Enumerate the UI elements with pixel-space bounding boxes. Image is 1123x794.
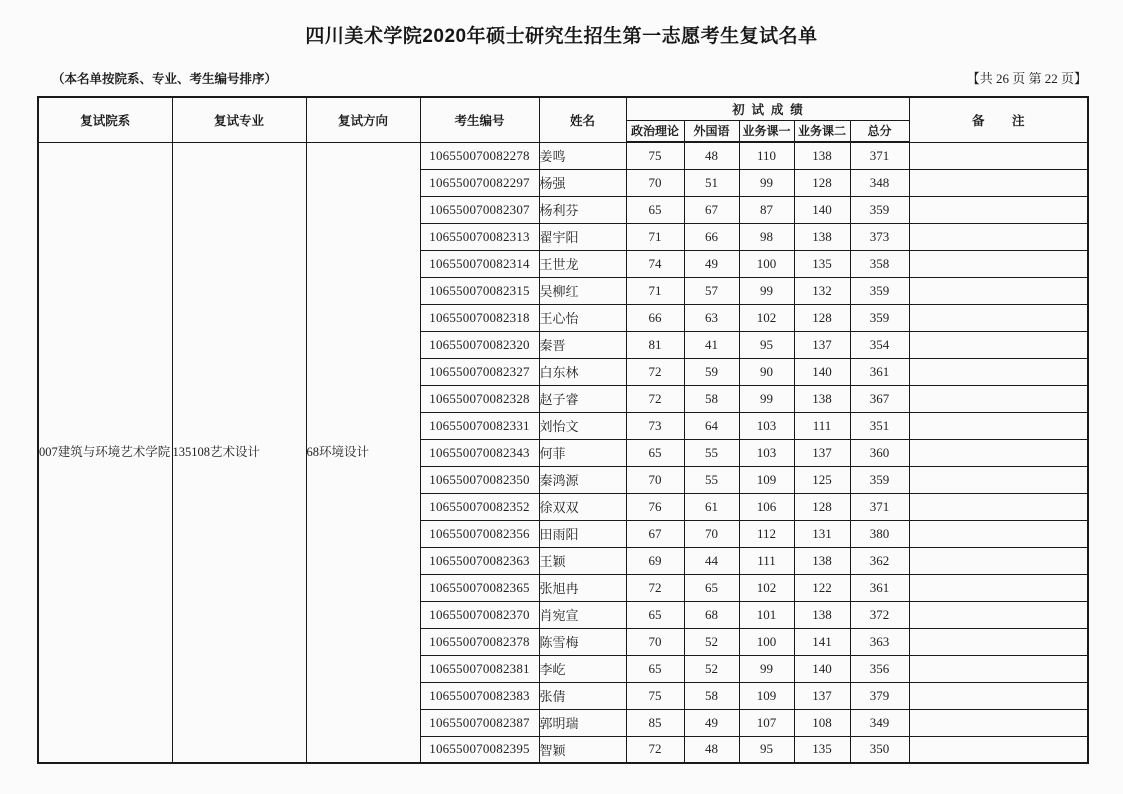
foreign-language-score-cell: 51 — [684, 169, 739, 196]
course1-score-cell: 110 — [739, 142, 794, 169]
foreign-language-score-cell: 48 — [684, 736, 739, 763]
course1-score-cell: 87 — [739, 196, 794, 223]
total-score-cell: 372 — [850, 601, 909, 628]
col-header-name: 姓名 — [539, 97, 626, 142]
course2-score-cell: 137 — [794, 439, 850, 466]
course1-score-cell: 99 — [739, 169, 794, 196]
total-score-cell: 362 — [850, 547, 909, 574]
candidate-no-cell: 106550070082352 — [420, 493, 539, 520]
remark-cell — [909, 439, 1088, 466]
foreign-language-score-cell: 57 — [684, 277, 739, 304]
page-indicator: 【共 26 页 第 22 页】 — [966, 71, 1087, 86]
name-cell: 秦晋 — [539, 331, 626, 358]
name-cell: 田雨阳 — [539, 520, 626, 547]
remark-cell — [909, 736, 1088, 763]
name-cell: 姜鸣 — [539, 142, 626, 169]
table-body — [38, 142, 1088, 763]
course1-score-cell: 99 — [739, 277, 794, 304]
foreign-language-score-cell: 52 — [684, 628, 739, 655]
course2-score-cell: 138 — [794, 601, 850, 628]
remark-cell — [909, 466, 1088, 493]
total-score-cell: 359 — [850, 304, 909, 331]
course2-score-cell: 135 — [794, 736, 850, 763]
politics-score-cell: 72 — [626, 736, 684, 763]
politics-score-cell: 65 — [626, 439, 684, 466]
dept-cell: 007建筑与环境艺术学院 — [38, 142, 172, 763]
foreign-language-score-cell: 65 — [684, 574, 739, 601]
course1-score-cell: 95 — [739, 736, 794, 763]
total-score-cell: 360 — [850, 439, 909, 466]
name-cell: 何菲 — [539, 439, 626, 466]
name-cell: 白东林 — [539, 358, 626, 385]
politics-score-cell: 85 — [626, 709, 684, 736]
politics-score-cell: 70 — [626, 628, 684, 655]
candidate-no-cell: 106550070082383 — [420, 682, 539, 709]
candidate-no-cell: 106550070082328 — [420, 385, 539, 412]
course1-score-cell: 102 — [739, 304, 794, 331]
politics-score-cell: 71 — [626, 277, 684, 304]
politics-score-cell: 69 — [626, 547, 684, 574]
col-header-course1: 业务课一 — [739, 120, 794, 142]
foreign-language-score-cell: 41 — [684, 331, 739, 358]
course1-score-cell: 111 — [739, 547, 794, 574]
remark-cell — [909, 520, 1088, 547]
course2-score-cell: 132 — [794, 277, 850, 304]
course1-score-cell: 100 — [739, 628, 794, 655]
politics-score-cell: 73 — [626, 412, 684, 439]
sort-order-note: （本名单按院系、专业、考生编号排序） — [52, 72, 278, 86]
course1-score-cell: 107 — [739, 709, 794, 736]
course1-score-cell: 106 — [739, 493, 794, 520]
remark-cell — [909, 574, 1088, 601]
politics-score-cell: 75 — [626, 682, 684, 709]
remark-cell — [909, 385, 1088, 412]
politics-score-cell: 65 — [626, 196, 684, 223]
course2-score-cell: 135 — [794, 250, 850, 277]
course2-score-cell: 128 — [794, 169, 850, 196]
remark-cell — [909, 493, 1088, 520]
name-cell: 王颖 — [539, 547, 626, 574]
course2-score-cell: 111 — [794, 412, 850, 439]
candidate-no-cell: 106550070082363 — [420, 547, 539, 574]
candidate-no-cell: 106550070082327 — [420, 358, 539, 385]
page-title: 四川美术学院2020年硕士研究生招生第一志愿考生复试名单 — [305, 26, 818, 47]
total-score-cell: 358 — [850, 250, 909, 277]
remark-cell — [909, 628, 1088, 655]
header-row-1 — [38, 97, 1088, 120]
remark-cell — [909, 250, 1088, 277]
politics-score-cell: 70 — [626, 466, 684, 493]
course2-score-cell: 137 — [794, 682, 850, 709]
remark-cell — [909, 169, 1088, 196]
foreign-language-score-cell: 55 — [684, 439, 739, 466]
name-cell: 张倩 — [539, 682, 626, 709]
foreign-language-score-cell: 63 — [684, 304, 739, 331]
politics-score-cell: 71 — [626, 223, 684, 250]
total-score-cell: 359 — [850, 277, 909, 304]
course1-score-cell: 103 — [739, 439, 794, 466]
foreign-language-score-cell: 55 — [684, 466, 739, 493]
course1-score-cell: 101 — [739, 601, 794, 628]
foreign-language-score-cell: 64 — [684, 412, 739, 439]
politics-score-cell: 74 — [626, 250, 684, 277]
col-header-course2: 业务课二 — [794, 120, 850, 142]
course1-score-cell: 98 — [739, 223, 794, 250]
politics-score-cell: 72 — [626, 574, 684, 601]
politics-score-cell: 72 — [626, 385, 684, 412]
candidate-no-cell: 106550070082395 — [420, 736, 539, 763]
table-header — [38, 97, 1088, 142]
course1-score-cell: 100 — [739, 250, 794, 277]
course2-score-cell: 122 — [794, 574, 850, 601]
course2-score-cell: 128 — [794, 304, 850, 331]
candidate-no-cell: 106550070082307 — [420, 196, 539, 223]
candidate-no-cell: 106550070082315 — [420, 277, 539, 304]
total-score-cell: 351 — [850, 412, 909, 439]
course2-score-cell: 138 — [794, 547, 850, 574]
course1-score-cell: 99 — [739, 385, 794, 412]
candidate-roster-table — [37, 96, 1089, 764]
politics-score-cell: 72 — [626, 358, 684, 385]
course1-score-cell: 112 — [739, 520, 794, 547]
foreign-language-score-cell: 48 — [684, 142, 739, 169]
course2-score-cell: 141 — [794, 628, 850, 655]
candidate-no-cell: 106550070082356 — [420, 520, 539, 547]
course2-score-cell: 138 — [794, 223, 850, 250]
foreign-language-score-cell: 49 — [684, 250, 739, 277]
remark-cell — [909, 196, 1088, 223]
course2-score-cell: 125 — [794, 466, 850, 493]
remark-cell — [909, 358, 1088, 385]
total-score-cell: 361 — [850, 574, 909, 601]
course2-score-cell: 108 — [794, 709, 850, 736]
candidate-no-cell: 106550070082297 — [420, 169, 539, 196]
remark-cell — [909, 142, 1088, 169]
course1-score-cell: 102 — [739, 574, 794, 601]
remark-cell — [909, 682, 1088, 709]
foreign-language-score-cell: 49 — [684, 709, 739, 736]
col-header-initial-scores: 初试成绩 — [626, 97, 909, 120]
name-cell: 秦鸿源 — [539, 466, 626, 493]
name-cell: 吴柳红 — [539, 277, 626, 304]
politics-score-cell: 65 — [626, 601, 684, 628]
foreign-language-score-cell: 70 — [684, 520, 739, 547]
total-score-cell: 348 — [850, 169, 909, 196]
course1-score-cell: 95 — [739, 331, 794, 358]
name-cell: 王世龙 — [539, 250, 626, 277]
name-cell: 智颖 — [539, 736, 626, 763]
name-cell: 肖宛宣 — [539, 601, 626, 628]
col-header-dept: 复试院系 — [38, 97, 172, 142]
name-cell: 张旭冉 — [539, 574, 626, 601]
name-cell: 王心怡 — [539, 304, 626, 331]
col-header-major: 复试专业 — [172, 97, 306, 142]
meta-row — [52, 68, 1087, 87]
col-header-remarks: 备注 — [909, 97, 1088, 142]
total-score-cell: 379 — [850, 682, 909, 709]
course1-score-cell: 99 — [739, 655, 794, 682]
name-cell: 李屹 — [539, 655, 626, 682]
remark-cell — [909, 655, 1088, 682]
course2-score-cell: 140 — [794, 655, 850, 682]
candidate-no-cell: 106550070082343 — [420, 439, 539, 466]
total-score-cell: 350 — [850, 736, 909, 763]
table-row — [38, 142, 1088, 169]
course2-score-cell: 131 — [794, 520, 850, 547]
foreign-language-score-cell: 68 — [684, 601, 739, 628]
col-header-total: 总分 — [850, 120, 909, 142]
foreign-language-score-cell: 58 — [684, 682, 739, 709]
total-score-cell: 373 — [850, 223, 909, 250]
course1-score-cell: 109 — [739, 466, 794, 493]
course1-score-cell: 90 — [739, 358, 794, 385]
total-score-cell: 363 — [850, 628, 909, 655]
foreign-language-score-cell: 61 — [684, 493, 739, 520]
col-header-politics: 政治理论 — [626, 120, 684, 142]
col-header-candidate-no: 考生编号 — [420, 97, 539, 142]
remark-cell — [909, 412, 1088, 439]
candidate-no-cell: 106550070082314 — [420, 250, 539, 277]
course2-score-cell: 138 — [794, 142, 850, 169]
remark-cell — [909, 331, 1088, 358]
course1-score-cell: 103 — [739, 412, 794, 439]
politics-score-cell: 75 — [626, 142, 684, 169]
foreign-language-score-cell: 67 — [684, 196, 739, 223]
candidate-no-cell: 106550070082365 — [420, 574, 539, 601]
politics-score-cell: 81 — [626, 331, 684, 358]
remark-cell — [909, 304, 1088, 331]
name-cell: 刘怡文 — [539, 412, 626, 439]
foreign-language-score-cell: 44 — [684, 547, 739, 574]
course2-score-cell: 137 — [794, 331, 850, 358]
total-score-cell: 354 — [850, 331, 909, 358]
remark-cell — [909, 277, 1088, 304]
total-score-cell: 371 — [850, 142, 909, 169]
total-score-cell: 349 — [850, 709, 909, 736]
remark-cell — [909, 709, 1088, 736]
name-cell: 陈雪梅 — [539, 628, 626, 655]
politics-score-cell: 70 — [626, 169, 684, 196]
politics-score-cell: 67 — [626, 520, 684, 547]
name-cell: 郭明瑞 — [539, 709, 626, 736]
remark-cell — [909, 601, 1088, 628]
total-score-cell: 361 — [850, 358, 909, 385]
candidate-no-cell: 106550070082278 — [420, 142, 539, 169]
direction-cell: 68环境设计 — [306, 142, 420, 763]
name-cell: 徐双双 — [539, 493, 626, 520]
candidate-no-cell: 106550070082370 — [420, 601, 539, 628]
name-cell: 翟宇阳 — [539, 223, 626, 250]
total-score-cell: 356 — [850, 655, 909, 682]
candidate-no-cell: 106550070082378 — [420, 628, 539, 655]
total-score-cell: 367 — [850, 385, 909, 412]
candidate-no-cell: 106550070082320 — [420, 331, 539, 358]
politics-score-cell: 66 — [626, 304, 684, 331]
course2-score-cell: 128 — [794, 493, 850, 520]
foreign-language-score-cell: 59 — [684, 358, 739, 385]
total-score-cell: 380 — [850, 520, 909, 547]
candidate-no-cell: 106550070082381 — [420, 655, 539, 682]
foreign-language-score-cell: 58 — [684, 385, 739, 412]
total-score-cell: 359 — [850, 196, 909, 223]
name-cell: 赵子睿 — [539, 385, 626, 412]
remark-cell — [909, 547, 1088, 574]
candidate-no-cell: 106550070082313 — [420, 223, 539, 250]
remark-cell — [909, 223, 1088, 250]
politics-score-cell: 65 — [626, 655, 684, 682]
total-score-cell: 371 — [850, 493, 909, 520]
candidate-no-cell: 106550070082331 — [420, 412, 539, 439]
total-score-cell: 359 — [850, 466, 909, 493]
course1-score-cell: 109 — [739, 682, 794, 709]
col-header-direction: 复试方向 — [306, 97, 420, 142]
course2-score-cell: 140 — [794, 358, 850, 385]
candidate-no-cell: 106550070082350 — [420, 466, 539, 493]
major-cell: 135108艺术设计 — [172, 142, 306, 763]
candidate-no-cell: 106550070082318 — [420, 304, 539, 331]
foreign-language-score-cell: 66 — [684, 223, 739, 250]
candidate-no-cell: 106550070082387 — [420, 709, 539, 736]
col-header-foreign-language: 外国语 — [684, 120, 739, 142]
name-cell: 杨利芬 — [539, 196, 626, 223]
name-cell: 杨强 — [539, 169, 626, 196]
course2-score-cell: 138 — [794, 385, 850, 412]
foreign-language-score-cell: 52 — [684, 655, 739, 682]
course2-score-cell: 140 — [794, 196, 850, 223]
politics-score-cell: 76 — [626, 493, 684, 520]
